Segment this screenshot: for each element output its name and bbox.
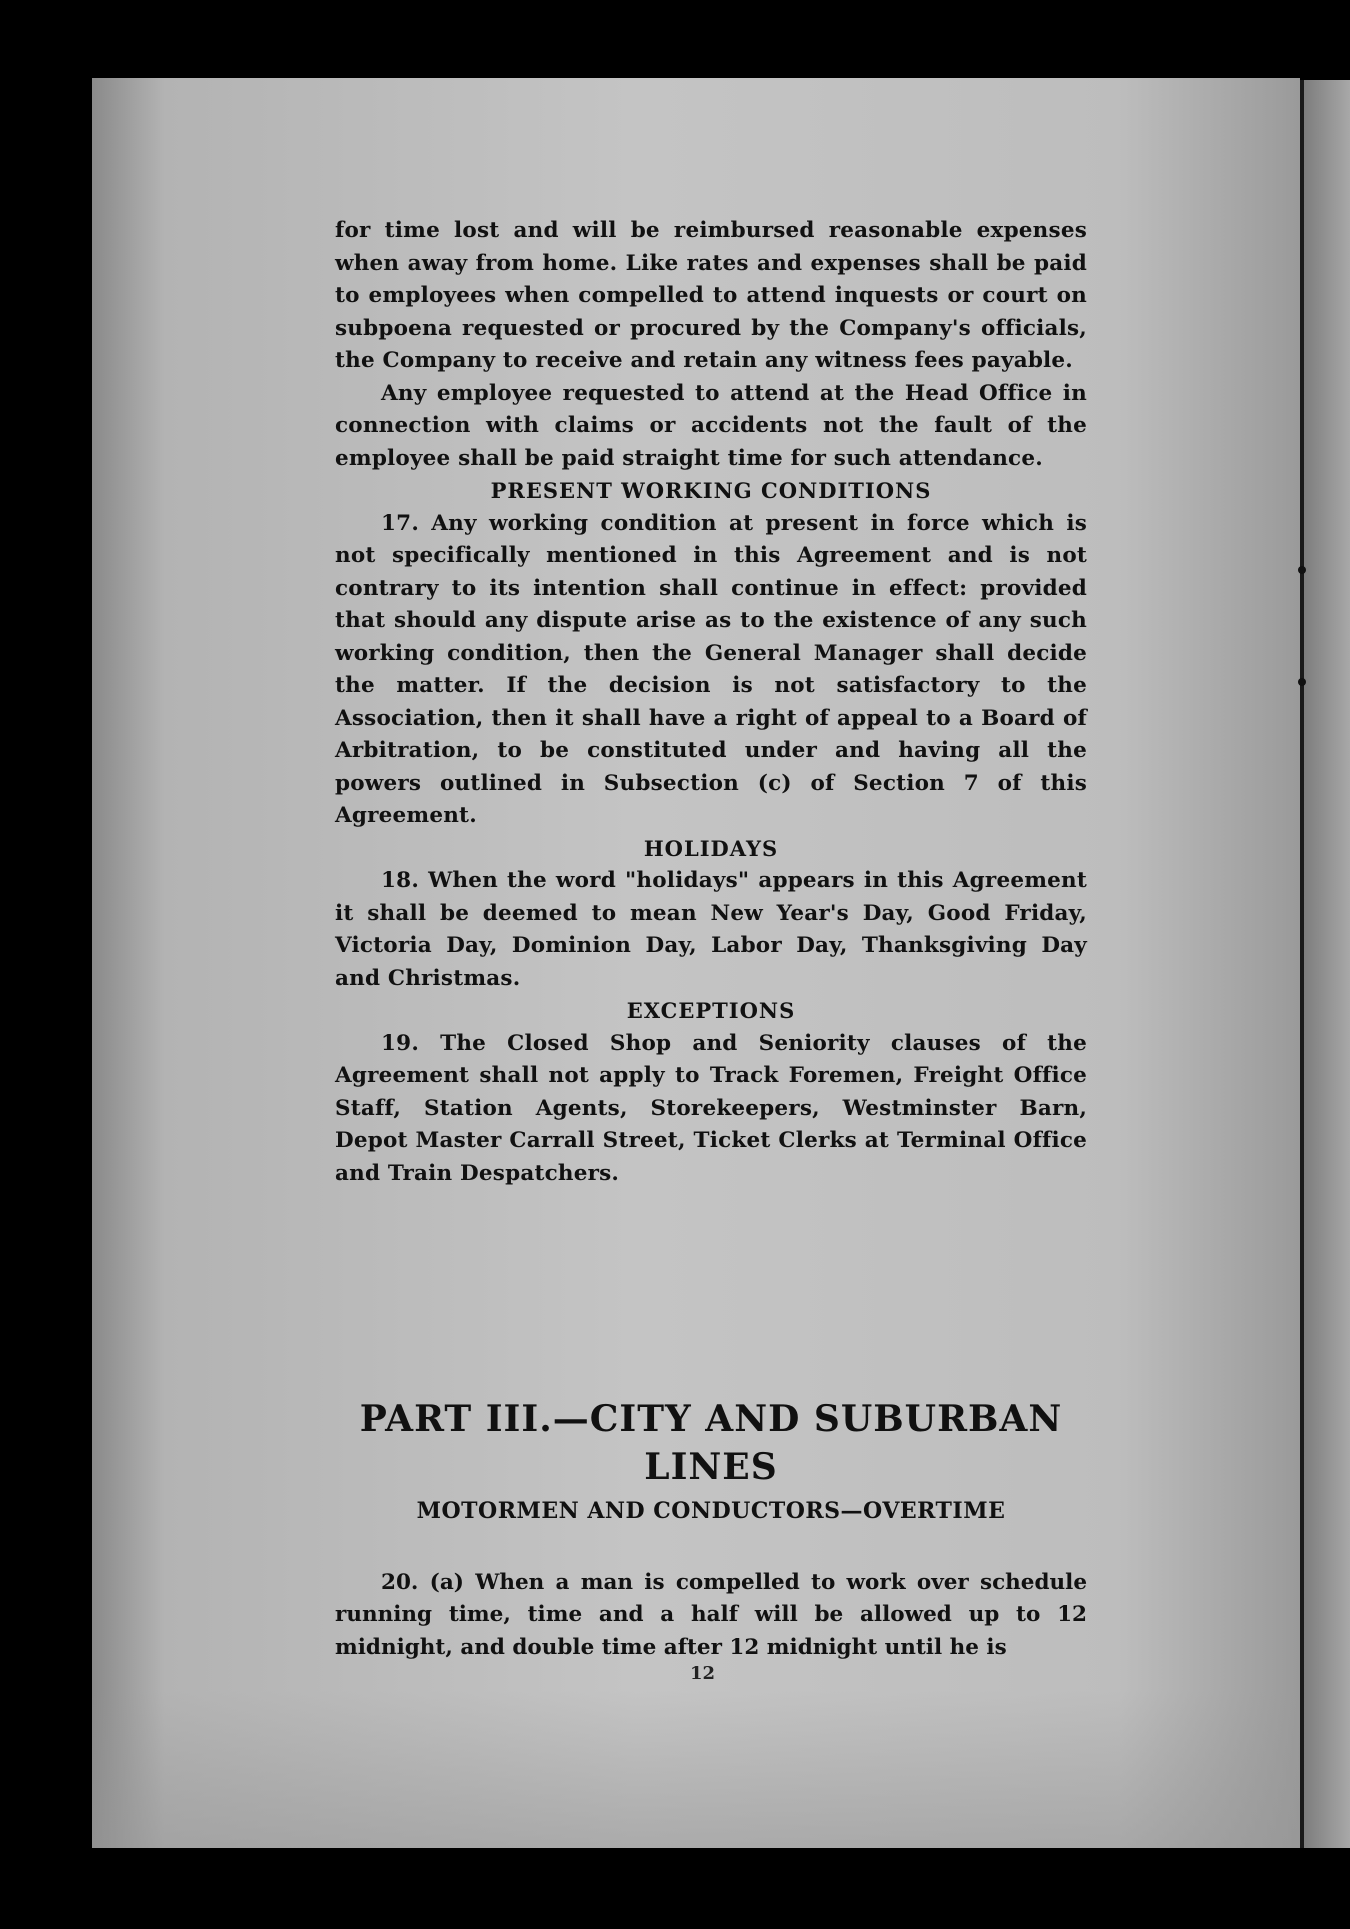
page-number: 12	[690, 1663, 716, 1684]
section-heading-present-working-conditions: PRESENT WORKING CONDITIONS	[490, 478, 932, 503]
binding-dot	[1298, 566, 1306, 574]
section-heading-holidays: HOLIDAYS	[643, 835, 779, 861]
paragraph-19: 19. The Closed Shop and Seniority clauses of the Agreement shall not apply to Track Foremen, Freight Office Staff, Station Agents, Storekeepers, Westminster Barn, Depot Master Carrall Street, Ticket Clerks at Terminal Office and Train Despatchers.	[335, 1030, 1087, 1186]
section-heading-exceptions: EXCEPTIONS	[626, 998, 796, 1023]
paragraph-18: 18. When the word "holidays" appears in this Agreement it shall be deemed to mean New Year's Day, Good Friday, Victoria Day, Dominion Day, Labor Day, Thanksgiving Day and Christmas.	[335, 868, 1087, 991]
part-title: PART III.—CITY AND SUBURBAN LINES	[359, 1398, 1063, 1488]
paragraph-20: 20. (a) When a man is compelled to work over schedule running time, time and a half will be allowed up to 12 midnight, and double time after 12 midnight until he is	[335, 1569, 1087, 1660]
body-text	[335, 215, 1087, 1190]
page-bottom-shading	[92, 1690, 1300, 1848]
head-office-paragraph: Any employee requested to attend at the Head Office in connection with claims or accidents not the fault of the employee shall be paid straight time for such attendance.	[335, 380, 1087, 471]
adjacent-page-strip	[1304, 80, 1350, 1848]
paragraph-17: 17. Any working condition at present in force which is not specifically mentioned in this Agreement and is not contrary to its intention shall continue in effect: provided that should any dispute arise as to the existence of any such working condition, then the General Manager shall decide the matter. If the decision is not satisfactory to the Association, then it shall have a right of appeal to a Board of Arbitration, to be constituted under and having all the powers outlined in Subsection (c) of Section 7 of this Agreement.	[335, 510, 1087, 828]
binding-dot	[1298, 678, 1306, 686]
sub-heading-overtime: MOTORMEN AND CONDUCTORS—OVERTIME	[416, 1498, 1006, 1524]
continuation-paragraph: for time lost and will be reimbursed reasonable expenses when away from home. Like rates and expenses shall be paid to employees when compelled to attend inquests or court on subpoena requested or procured by the Company's officials, the Company to receive and retain any witness fees payable.	[335, 218, 1087, 373]
